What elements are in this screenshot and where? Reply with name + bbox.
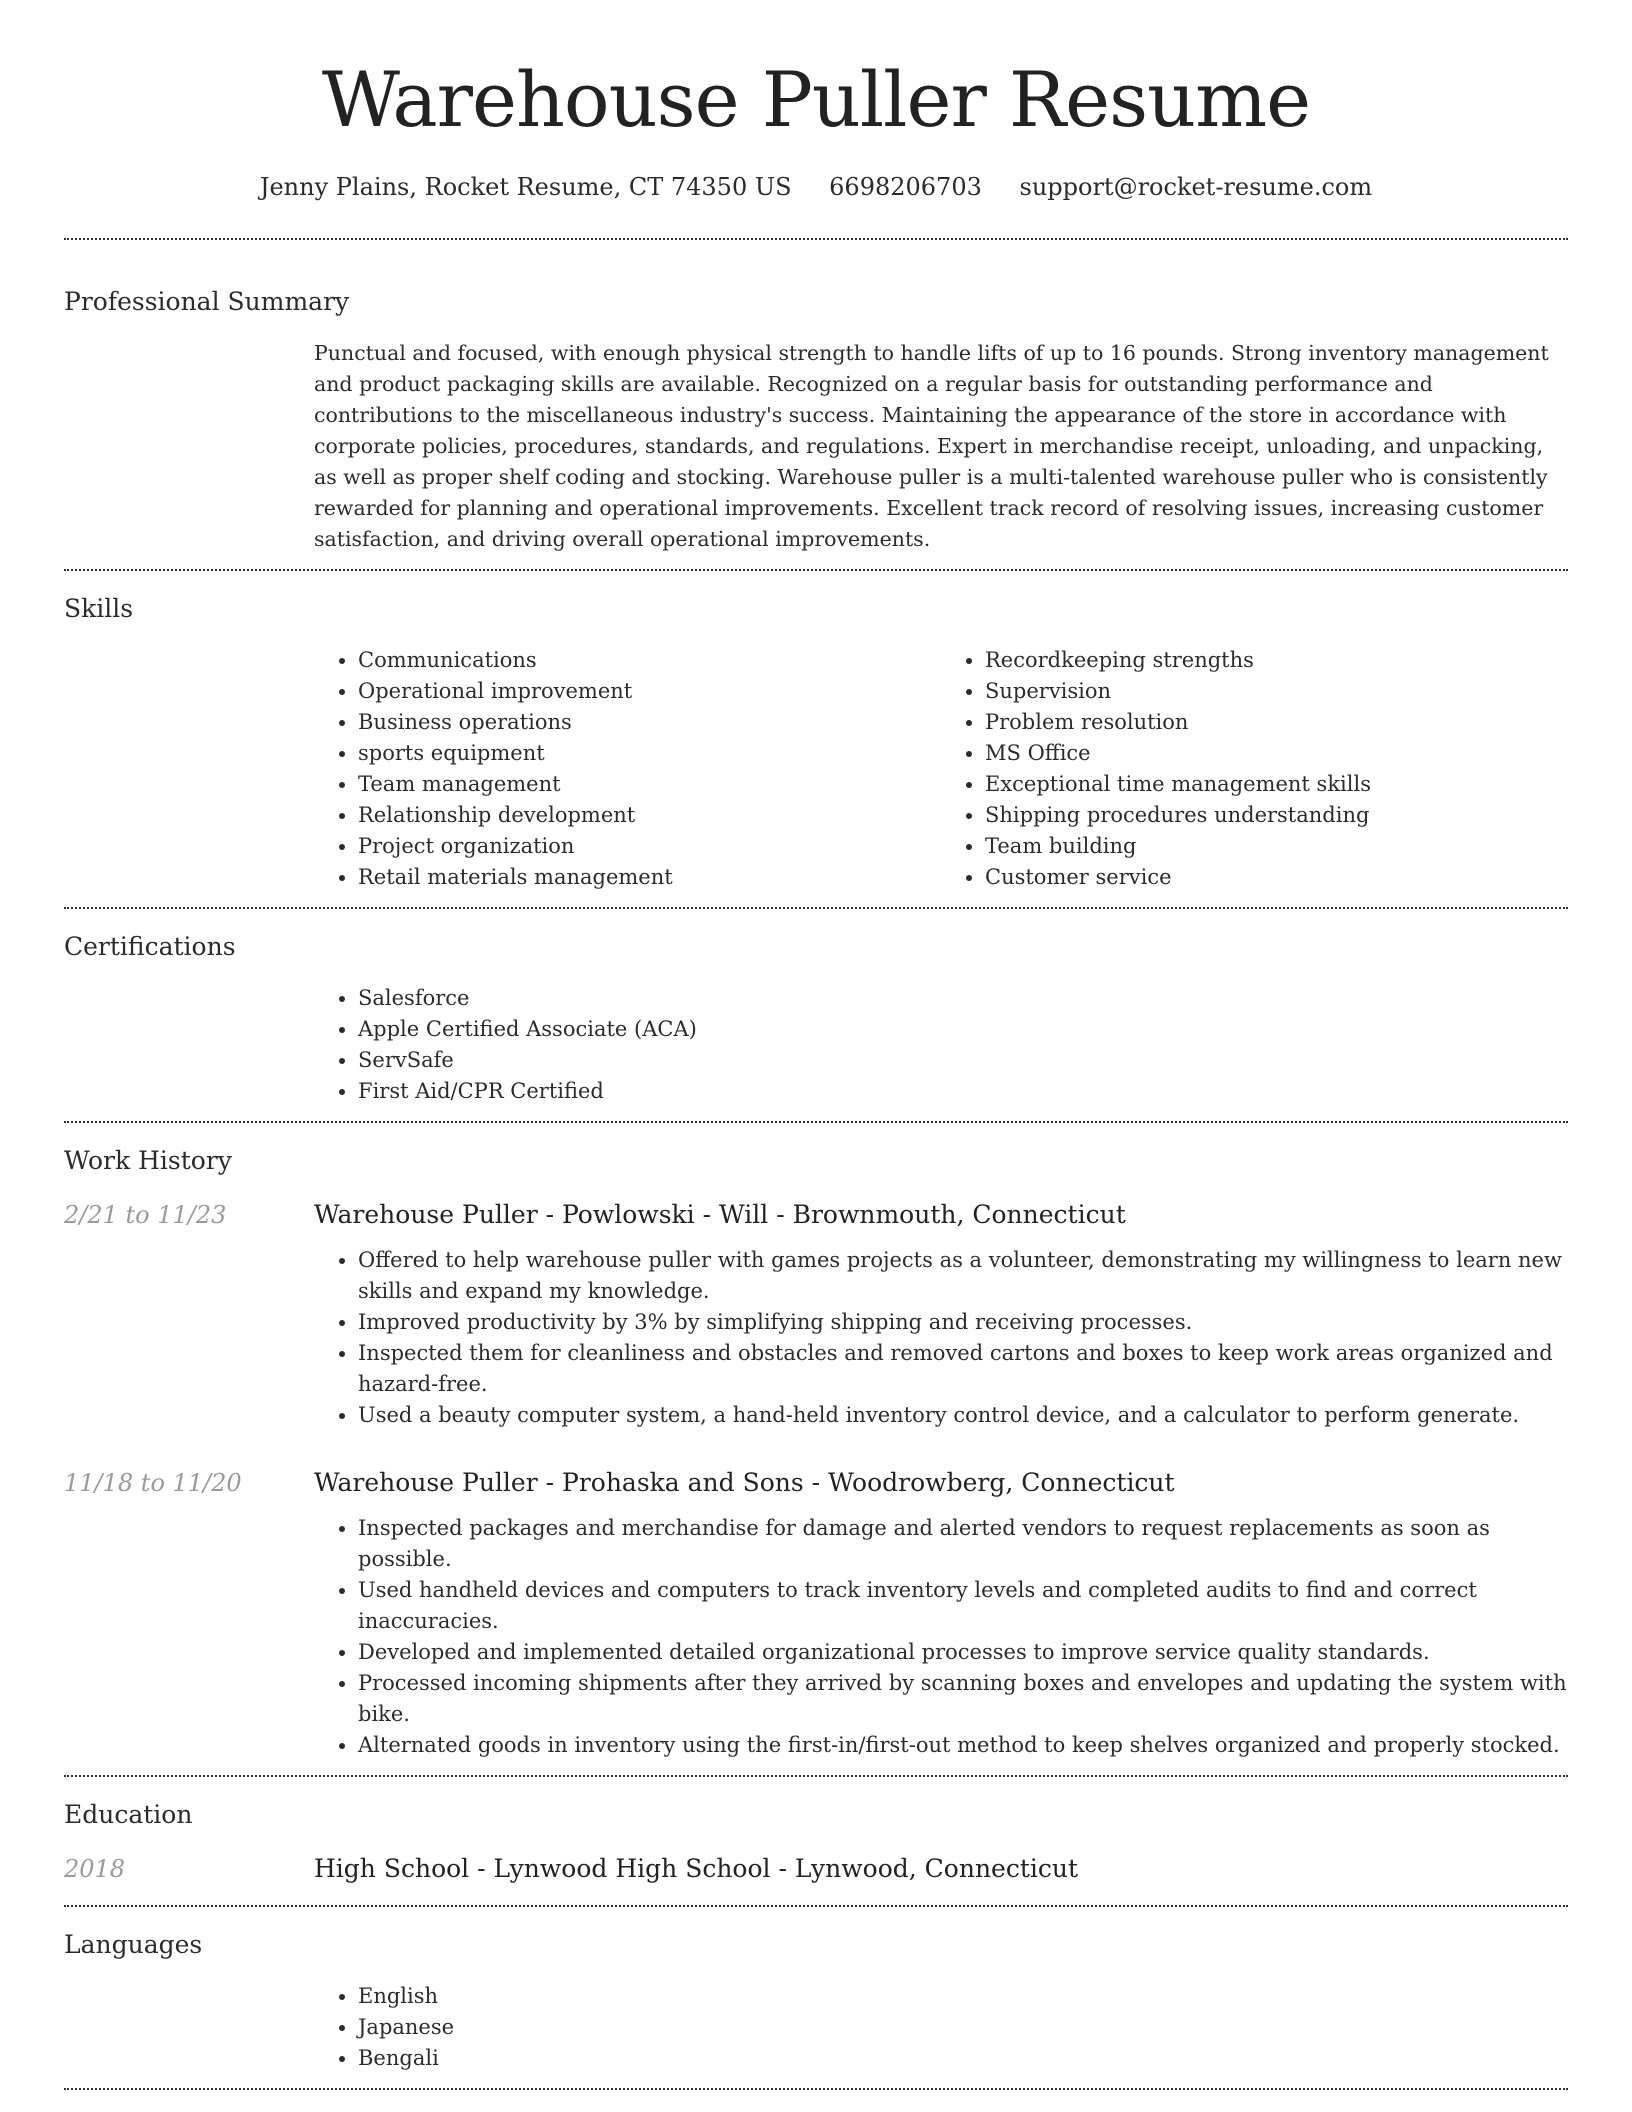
certifications-body [314, 965, 1568, 1121]
summary-body [314, 320, 1568, 569]
summary-text: Punctual and focused, with enough physical strength to handle lifts of up to 16 pounds. Strong inventory management and product packaging skills are available. Recognized on a regular basis for outstanding performance and contributions to the miscellaneous industry's success. Maintaining the appearance of the store in accordance with corporate policies, procedures, standards, and regulations. Expert in merchandise receipt, unloading, and unpacking, as well as proper shelf coding and stocking. Warehouse puller is a multi-talented warehouse puller who is consistently rewarded for planning and operational improvements. Excellent track record of resolving issues, increasing customer satisfaction, and driving overall operational improvements. [314, 341, 1549, 551]
work-section [64, 1123, 1568, 1775]
job-bullet: • Improved productivity by 3% by simplifying shipping and receiving processes. [358, 1307, 1568, 1338]
certification-item: • Apple Certified Associate (ACA) [358, 1014, 1568, 1045]
skill-item: • MS Office [985, 738, 1568, 769]
skill-item: • Communications [358, 645, 941, 676]
job-bullet: • Processed incoming shipments after they arrived by scanning boxes and envelopes and updating the system with bike. [358, 1668, 1568, 1730]
languages-body [314, 1963, 1568, 2088]
skill-item: • Business operations [358, 707, 941, 738]
job-bullets [314, 1245, 1568, 1431]
summary-heading: Professional Summary [64, 287, 350, 316]
education-heading: Education [64, 1800, 193, 1829]
work-heading: Work History [64, 1146, 232, 1175]
job-dates: 11/18 to 11/20 [64, 1469, 242, 1497]
job-bullet: • Inspected packages and merchandise for damage and alerted vendors to request replacements as soon as possible. [358, 1513, 1568, 1575]
job-bullet: • Used handheld devices and computers to track inventory levels and completed audits to find and correct inaccuracies. [358, 1575, 1568, 1637]
job-title: Warehouse Puller - Prohaska and Sons - Woodrowberg, Connecticut [314, 1468, 1175, 1497]
skills-list-left [314, 645, 941, 893]
resume-title: Warehouse Puller Resume [321, 55, 1311, 144]
certifications-section [64, 909, 1568, 1121]
job-main [314, 1197, 1568, 1431]
contact-line [64, 170, 1568, 204]
education-dates: 2018 [64, 1855, 126, 1883]
education-title: High School - Lynwood High School - Lynwood, Connecticut [314, 1854, 1079, 1883]
certification-item: • ServSafe [358, 1045, 1568, 1076]
job-bullet: • Used a beauty computer system, a hand-held inventory control device, and a calculator to perform generate. [358, 1400, 1568, 1431]
skill-item: • Operational improvement [358, 676, 941, 707]
job-dates: 2/21 to 11/23 [64, 1201, 227, 1229]
contact-email: support@rocket-resume.com [1019, 173, 1373, 201]
skill-item: • Recordkeeping strengths [985, 645, 1568, 676]
language-item: • English [358, 1981, 1568, 2012]
certification-item: • First Aid/CPR Certified [358, 1076, 1568, 1107]
job-entry [64, 1179, 1568, 1431]
languages-section [64, 1907, 1568, 2088]
job-bullet: • Offered to help warehouse puller with games projects as a volunteer, demonstrating my willingness to learn new skills and expand my knowledge. [358, 1245, 1568, 1307]
skills-heading: Skills [64, 594, 134, 623]
languages-list [314, 1981, 1568, 2074]
skill-item: • Retail materials management [358, 862, 941, 893]
certifications-heading: Certifications [64, 932, 236, 961]
certifications-list [314, 983, 1568, 1107]
skill-item: • Problem resolution [985, 707, 1568, 738]
languages-heading: Languages [64, 1930, 203, 1959]
skill-item: • Customer service [985, 862, 1568, 893]
education-section [64, 1777, 1568, 1905]
skill-item: • Exceptional time management skills [985, 769, 1568, 800]
job-bullet: • Alternated goods in inventory using the first-in/first-out method to keep shelves organized and properly stocked. [358, 1730, 1568, 1761]
skill-item: • Team building [985, 831, 1568, 862]
skills-grid [314, 645, 1568, 893]
education-entry [64, 1833, 1568, 1905]
job-title: Warehouse Puller - Powlowski - Will - Brownmouth, Connecticut [314, 1200, 1126, 1229]
certification-item: • Salesforce [358, 983, 1568, 1014]
contact-address: Jenny Plains, Rocket Resume, CT 74350 US [259, 173, 792, 201]
divider [64, 2088, 1568, 2090]
skill-item: • Project organization [358, 831, 941, 862]
skill-item: • Supervision [985, 676, 1568, 707]
language-item: • Japanese [358, 2012, 1568, 2043]
skills-list-right [941, 645, 1568, 893]
skills-body [314, 627, 1568, 907]
job-bullet: • Inspected them for cleanliness and obstacles and removed cartons and boxes to keep work areas organized and hazard-free. [358, 1338, 1568, 1400]
job-bullet: • Developed and implemented detailed organizational processes to improve service quality standards. [358, 1637, 1568, 1668]
job-entry [64, 1431, 1568, 1761]
contact-phone: 6698206703 [829, 173, 982, 201]
summary-section [64, 240, 1568, 569]
skill-item: • sports equipment [358, 738, 941, 769]
language-item: • Bengali [358, 2043, 1568, 2074]
skill-item: • Relationship development [358, 800, 941, 831]
skill-item: • Team management [358, 769, 941, 800]
skill-item: • Shipping procedures understanding [985, 800, 1568, 831]
job-main [314, 1465, 1568, 1761]
work-body [64, 1179, 1568, 1775]
job-bullets [314, 1513, 1568, 1761]
skills-section [64, 571, 1568, 907]
